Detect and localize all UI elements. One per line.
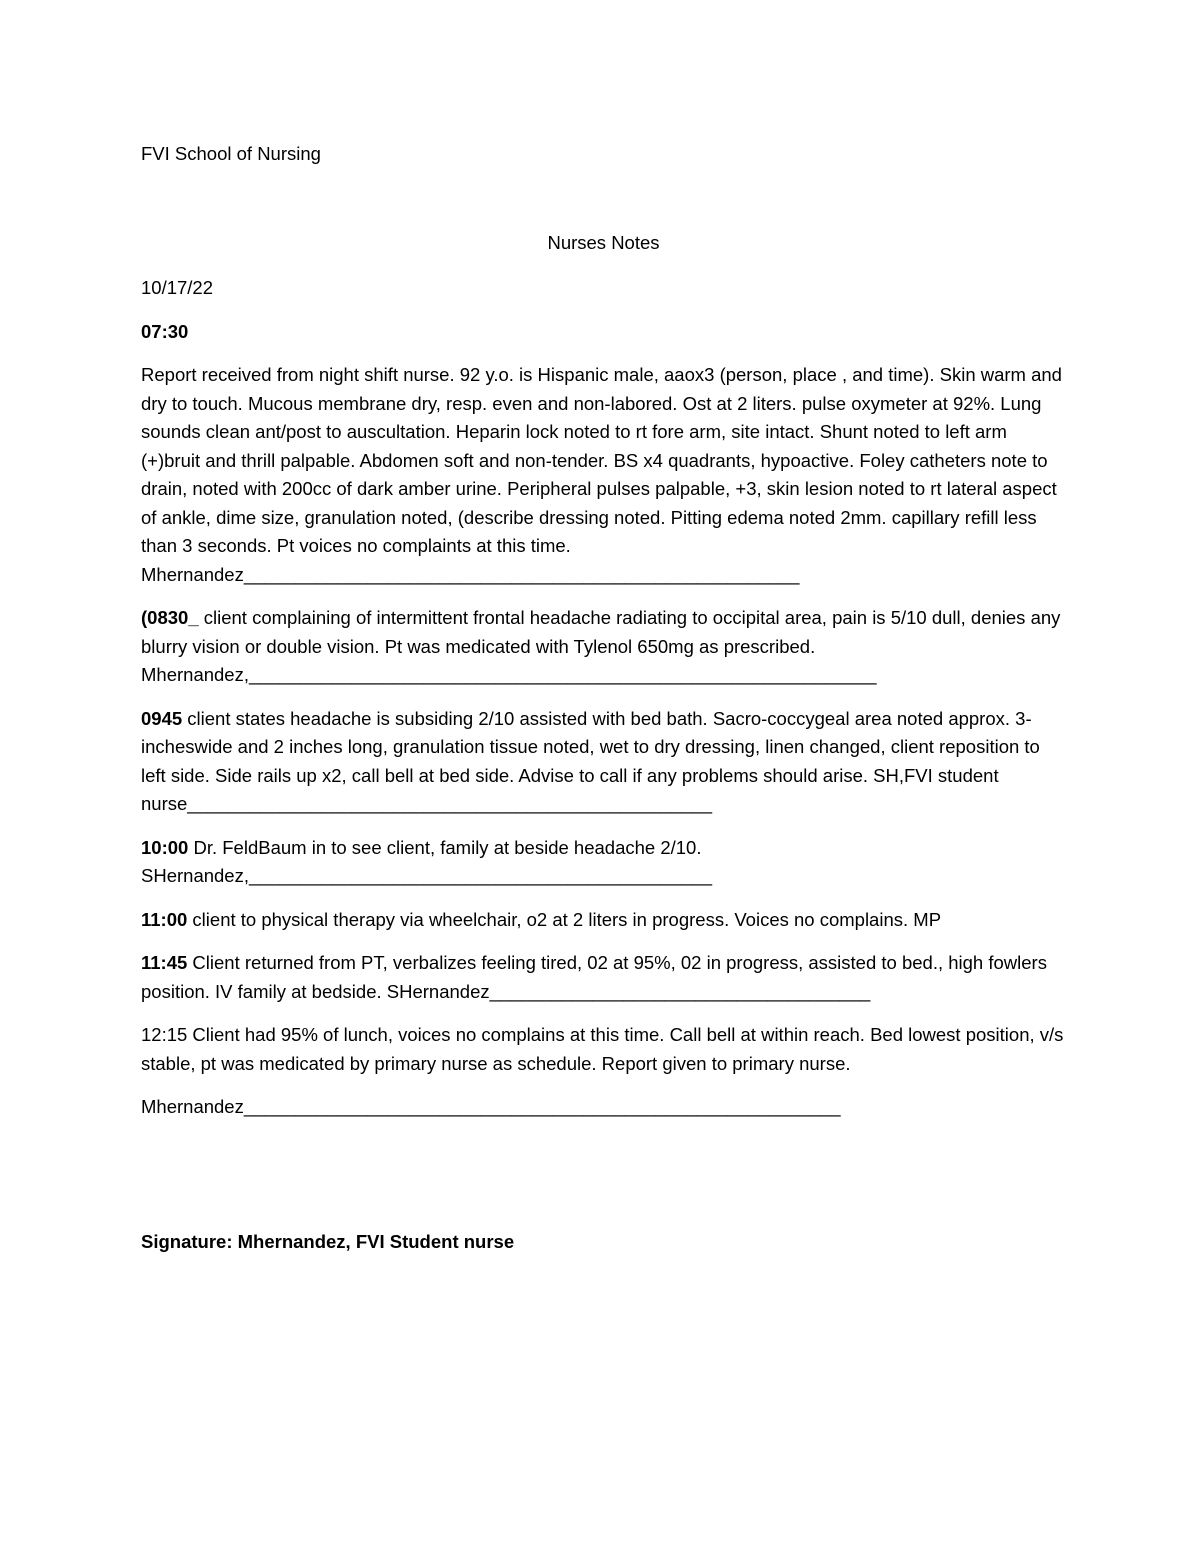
- signature-line: Mhernandez__________________________________________________________: [141, 1096, 841, 1117]
- note-entry-1145: [141, 949, 1066, 1006]
- note-entry-1100: [141, 906, 1066, 935]
- entry-time: 0945: [141, 707, 183, 729]
- entry-time: 10:00: [141, 836, 189, 858]
- first-entry-time: 07:30: [141, 320, 189, 342]
- note-entry-0830: [141, 604, 1066, 690]
- entry-text: client to physical therapy via wheelchair, o2 at 2 liters in progress. Voices no complains. MP: [187, 908, 942, 930]
- entry-time: (0830_: [141, 607, 199, 628]
- school-name: FVI School of Nursing: [141, 143, 321, 164]
- page-title: Nurses Notes: [547, 231, 660, 253]
- note-date: 10/17/22: [141, 277, 214, 298]
- entry-text: Client returned from PT, verbalizes feeling tired, 02 at 95%, 02 in progress, assisted to bed., high fowlers position. IV family at bedside. SHernandez_____________________________________: [141, 952, 1047, 1002]
- note-entry-0945: [141, 705, 1066, 819]
- entry-text: Dr. FeldBaum in to see client, family at beside headache 2/10. SHernandez,_____________________________________________: [141, 836, 712, 886]
- note-entry-1000: [141, 834, 1066, 891]
- entry-text: client states headache is subsiding 2/10 assisted with bed bath. Sacro-coccygeal area noted approx. 3-incheswide and 2 inches long, granulation tissue noted, wet to dry dressing, linen changed, client reposition to left side. Side rails up x2, call bell at bed side. Advise to call if any problems should arise. SH,FVI student nurse___________________________________________________: [141, 707, 1040, 814]
- signature-block: Signature: Mhernandez, FVI Student nurse: [141, 1230, 515, 1252]
- nurses-notes-document: [141, 140, 1066, 1275]
- entry-text: client complaining of intermittent frontal headache radiating to occipital area, pain is 5/10 dull, denies any blurry vision or double vision. Pt was medicated with Tylenol 650mg as prescribed. Mhernandez,_____________________________________________________________: [141, 607, 1061, 685]
- note-entry-1215: [141, 1021, 1066, 1078]
- entry-time: 11:45: [141, 952, 188, 973]
- entry-time: 11:00: [141, 908, 188, 930]
- note-entry-0730: [141, 361, 1066, 589]
- entry-text: Report received from night shift nurse. 92 y.o. is Hispanic male, aaox3 (person, place , and time). Skin warm and dry to touch. Mucous membrane dry, resp. even and non-labored. Ost at 2 liters. pulse oxymeter at 92%. Lung sounds clean ant/post to auscultation. Heparin lock noted to rt fore arm, site intact. Shunt noted to left arm (+)bruit and thrill palpable. Abdomen soft and non-tender. BS x4 quadrants, hypoactive. Foley catheters note to drain, noted with 200cc of dark amber urine. Peripheral pulses palpable, +3, skin lesion noted to rt lateral aspect of ankle, dime size, granulation noted, (describe dressing noted. Pitting edema noted 2mm. capillary refill less than 3 seconds. Pt voices no complaints at this time. Mhernandez______________________________________________________: [141, 364, 1062, 585]
- entry-text: 12:15 Client had 95% of lunch, voices no complains at this time. Call bell at within reach. Bed lowest position, v/s stable, pt was medicated by primary nurse as schedule. Report given to primary nurse.: [141, 1024, 1064, 1074]
